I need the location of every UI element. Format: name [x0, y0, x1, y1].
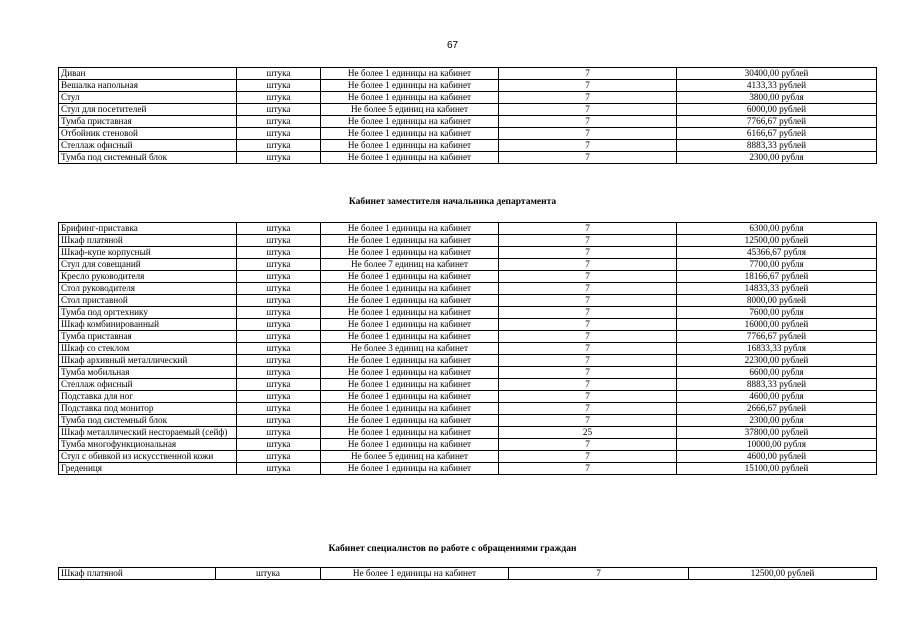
quantity-norm-cell: Не более 1 единицы на кабинет — [321, 427, 499, 439]
price-cell: 15100,00 рублей — [677, 463, 877, 475]
service-life-cell: 7 — [499, 116, 677, 128]
service-life-cell: 7 — [499, 223, 677, 235]
unit-cell: штука — [237, 271, 321, 283]
price-cell: 37800,00 рублей — [677, 427, 877, 439]
quantity-norm-cell: Не более 1 единицы на кабинет — [321, 92, 499, 104]
table-row — [59, 391, 877, 403]
item-name-cell: Стол приставной — [59, 295, 237, 307]
table-row — [59, 283, 877, 295]
unit-cell: штука — [237, 283, 321, 295]
quantity-norm-cell: Не более 1 единицы на кабинет — [321, 379, 499, 391]
table-row — [59, 379, 877, 391]
unit-cell: штука — [237, 427, 321, 439]
unit-cell: штука — [237, 391, 321, 403]
unit-cell: штука — [237, 415, 321, 427]
unit-cell: штука — [237, 68, 321, 80]
service-life-cell: 7 — [499, 439, 677, 451]
service-life-cell: 7 — [499, 92, 677, 104]
price-cell: 4600,00 рубля — [677, 391, 877, 403]
quantity-norm-cell: Не более 1 единицы на кабинет — [321, 307, 499, 319]
table-row — [59, 128, 877, 140]
service-life-cell: 7 — [499, 355, 677, 367]
price-cell: 12500,00 рублей — [677, 235, 877, 247]
item-name-cell: Стеллаж офисный — [59, 379, 237, 391]
service-life-cell: 7 — [499, 259, 677, 271]
table-row — [59, 104, 877, 116]
item-name-cell: Гредениця — [59, 463, 237, 475]
quantity-norm-cell: Не более 1 единицы на кабинет — [321, 463, 499, 475]
item-name-cell: Стеллаж офисный — [59, 140, 237, 152]
table-row — [59, 439, 877, 451]
quantity-norm-cell: Не более 1 единицы на кабинет — [321, 319, 499, 331]
unit-cell: штука — [237, 439, 321, 451]
price-cell: 16000,00 рублей — [677, 319, 877, 331]
quantity-norm-cell: Не более 1 единицы на кабинет — [321, 367, 499, 379]
service-life-cell: 7 — [499, 152, 677, 164]
service-life-cell: 7 — [499, 367, 677, 379]
service-life-cell: 7 — [499, 331, 677, 343]
service-life-cell: 7 — [499, 391, 677, 403]
item-name-cell: Стул с обивкой из искусственной кожи — [59, 451, 237, 463]
table-row — [59, 355, 877, 367]
table-row — [59, 403, 877, 415]
service-life-cell: 25 — [499, 427, 677, 439]
table-row — [59, 427, 877, 439]
table-row — [59, 116, 877, 128]
service-life-cell: 7 — [499, 68, 677, 80]
unit-cell: штука — [237, 331, 321, 343]
table-row — [59, 331, 877, 343]
price-cell: 14833,33 рублей — [677, 283, 877, 295]
quantity-norm-cell: Не более 3 единиц на кабинет — [321, 343, 499, 355]
item-name-cell: Подставка для ног — [59, 391, 237, 403]
service-life-cell: 7 — [499, 295, 677, 307]
quantity-norm-cell: Не более 1 единицы на кабинет — [321, 247, 499, 259]
price-cell: 7766,67 рублей — [677, 116, 877, 128]
quantity-norm-cell: Не более 1 единицы на кабинет — [321, 223, 499, 235]
table-row — [59, 319, 877, 331]
price-cell: 6000,00 рублей — [677, 104, 877, 116]
price-cell: 18166,67 рублей — [677, 271, 877, 283]
price-cell: 22300,00 рублей — [677, 355, 877, 367]
unit-cell: штука — [237, 116, 321, 128]
item-name-cell: Тумба под системный блок — [59, 152, 237, 164]
quantity-norm-cell: Не более 1 единицы на кабинет — [321, 403, 499, 415]
price-cell: 16833,33 рубля — [677, 343, 877, 355]
price-cell: 2300,00 рубля — [677, 152, 877, 164]
unit-cell: штука — [237, 403, 321, 415]
quantity-norm-cell: Не более 1 единицы на кабинет — [321, 80, 499, 92]
unit-cell: штука — [237, 80, 321, 92]
service-life-cell: 7 — [499, 379, 677, 391]
page-number: 67 — [446, 40, 459, 51]
unit-cell: штука — [237, 223, 321, 235]
table-row — [59, 307, 877, 319]
quantity-norm-cell: Не более 1 единицы на кабинет — [321, 116, 499, 128]
service-life-cell: 7 — [499, 271, 677, 283]
service-life-cell: 7 — [499, 451, 677, 463]
price-cell: 6300,00 рубля — [677, 223, 877, 235]
price-cell: 4133,33 рублей — [677, 80, 877, 92]
price-cell: 30400,00 рублей — [677, 68, 877, 80]
furniture-table-1-body — [59, 68, 877, 164]
price-cell: 12500,00 рублей — [689, 568, 877, 580]
table-row — [59, 259, 877, 271]
item-name-cell: Стол руководителя — [59, 283, 237, 295]
item-name-cell: Шкаф комбинированный — [59, 319, 237, 331]
service-life-cell: 7 — [499, 307, 677, 319]
table-row — [59, 68, 877, 80]
price-cell: 8000,00 рублей — [677, 295, 877, 307]
unit-cell: штука — [237, 343, 321, 355]
item-name-cell: Шкаф платяной — [59, 235, 237, 247]
quantity-norm-cell: Не более 1 единицы на кабинет — [321, 295, 499, 307]
unit-cell: штука — [237, 92, 321, 104]
unit-cell: штука — [237, 140, 321, 152]
table-row — [59, 247, 877, 259]
unit-cell: штука — [216, 568, 321, 580]
unit-cell: штука — [237, 319, 321, 331]
item-name-cell: Брифинг-приставка — [59, 223, 237, 235]
service-life-cell: 7 — [499, 319, 677, 331]
table-row — [59, 295, 877, 307]
quantity-norm-cell: Не более 1 единицы на кабинет — [321, 568, 509, 580]
item-name-cell: Стул для посетителей — [59, 104, 237, 116]
table-row — [59, 415, 877, 427]
item-name-cell: Тумба мобильная — [59, 367, 237, 379]
unit-cell: штука — [237, 355, 321, 367]
quantity-norm-cell: Не более 1 единицы на кабинет — [321, 140, 499, 152]
item-name-cell: Вешалка напольная — [59, 80, 237, 92]
table-row — [59, 367, 877, 379]
price-cell: 7766,67 рублей — [677, 331, 877, 343]
table-row — [59, 152, 877, 164]
service-life-cell: 7 — [499, 80, 677, 92]
service-life-cell: 7 — [499, 415, 677, 427]
item-name-cell: Шкаф-купе корпусный — [59, 247, 237, 259]
service-life-cell: 7 — [499, 235, 677, 247]
service-life-cell: 7 — [499, 247, 677, 259]
table-row — [59, 568, 877, 580]
unit-cell: штука — [237, 128, 321, 140]
item-name-cell: Тумба приставная — [59, 116, 237, 128]
quantity-norm-cell: Не более 1 единицы на кабинет — [321, 271, 499, 283]
item-name-cell: Стул для совещаний — [59, 259, 237, 271]
quantity-norm-cell: Не более 1 единицы на кабинет — [321, 68, 499, 80]
table-row — [59, 451, 877, 463]
price-cell: 6166,67 рублей — [677, 128, 877, 140]
item-name-cell: Тумба многофункциональная — [59, 439, 237, 451]
quantity-norm-cell: Не более 1 единицы на кабинет — [321, 355, 499, 367]
section-title-citizen-appeals-office: Кабинет специалистов по работе с обращениями граждан — [328, 544, 577, 554]
price-cell: 8883,33 рублей — [677, 379, 877, 391]
item-name-cell: Тумба под системный блок — [59, 415, 237, 427]
quantity-norm-cell: Не более 1 единицы на кабинет — [321, 391, 499, 403]
price-cell: 7700,00 рубля — [677, 259, 877, 271]
item-name-cell: Подставка под монитор — [59, 403, 237, 415]
price-cell: 4600,00 рублей — [677, 451, 877, 463]
quantity-norm-cell: Не более 5 единиц на кабинет — [321, 451, 499, 463]
service-life-cell: 7 — [499, 343, 677, 355]
section-title-deputy-head-office: Кабинет заместителя начальника департамента — [348, 197, 557, 207]
item-name-cell: Шкаф со стеклом — [59, 343, 237, 355]
table-row — [59, 235, 877, 247]
unit-cell: штука — [237, 259, 321, 271]
item-name-cell: Шкаф платяной — [59, 568, 216, 580]
item-name-cell: Шкаф металлический несгораемый (сейф) — [59, 427, 237, 439]
unit-cell: штука — [237, 235, 321, 247]
quantity-norm-cell: Не более 7 единиц на кабинет — [321, 259, 499, 271]
table-row — [59, 92, 877, 104]
service-life-cell: 7 — [499, 283, 677, 295]
quantity-norm-cell: Не более 1 единицы на кабинет — [321, 331, 499, 343]
item-name-cell: Диван — [59, 68, 237, 80]
service-life-cell: 7 — [499, 140, 677, 152]
quantity-norm-cell: Не более 1 единицы на кабинет — [321, 235, 499, 247]
furniture-table-3 — [58, 567, 877, 580]
service-life-cell: 7 — [499, 403, 677, 415]
quantity-norm-cell: Не более 1 единицы на кабинет — [321, 152, 499, 164]
service-life-cell: 7 — [499, 104, 677, 116]
item-name-cell: Отбойник стеновой — [59, 128, 237, 140]
furniture-table-1 — [58, 67, 877, 164]
unit-cell: штука — [237, 295, 321, 307]
price-cell: 10000,00 рубля — [677, 439, 877, 451]
service-life-cell: 7 — [499, 128, 677, 140]
furniture-table-2-body — [59, 223, 877, 475]
unit-cell: штука — [237, 463, 321, 475]
price-cell: 3800,00 рубля — [677, 92, 877, 104]
service-life-cell: 7 — [499, 463, 677, 475]
unit-cell: штука — [237, 307, 321, 319]
item-name-cell: Стул — [59, 92, 237, 104]
price-cell: 8883,33 рублей — [677, 140, 877, 152]
price-cell: 2300,00 рубля — [677, 415, 877, 427]
unit-cell: штука — [237, 367, 321, 379]
price-cell: 45366,67 рубля — [677, 247, 877, 259]
item-name-cell: Шкаф архивный металлический — [59, 355, 237, 367]
price-cell: 2666,67 рублей — [677, 403, 877, 415]
table-row — [59, 463, 877, 475]
unit-cell: штука — [237, 152, 321, 164]
item-name-cell: Тумба под оргтехнику — [59, 307, 237, 319]
table-row — [59, 80, 877, 92]
quantity-norm-cell: Не более 1 единицы на кабинет — [321, 128, 499, 140]
table-row — [59, 271, 877, 283]
unit-cell: штука — [237, 451, 321, 463]
table-row — [59, 343, 877, 355]
furniture-table-3-body — [59, 568, 877, 580]
service-life-cell: 7 — [509, 568, 689, 580]
item-name-cell: Кресло руководителя — [59, 271, 237, 283]
price-cell: 6600,00 рубля — [677, 367, 877, 379]
table-row — [59, 140, 877, 152]
quantity-norm-cell: Не более 1 единицы на кабинет — [321, 283, 499, 295]
quantity-norm-cell: Не более 1 единицы на кабинет — [321, 415, 499, 427]
table-row — [59, 223, 877, 235]
item-name-cell: Тумба приставная — [59, 331, 237, 343]
unit-cell: штука — [237, 104, 321, 116]
unit-cell: штука — [237, 379, 321, 391]
price-cell: 7600,00 рубля — [677, 307, 877, 319]
furniture-table-2 — [58, 222, 877, 475]
quantity-norm-cell: Не более 5 единиц на кабинет — [321, 104, 499, 116]
unit-cell: штука — [237, 247, 321, 259]
quantity-norm-cell: Не более 1 единицы на кабинет — [321, 439, 499, 451]
